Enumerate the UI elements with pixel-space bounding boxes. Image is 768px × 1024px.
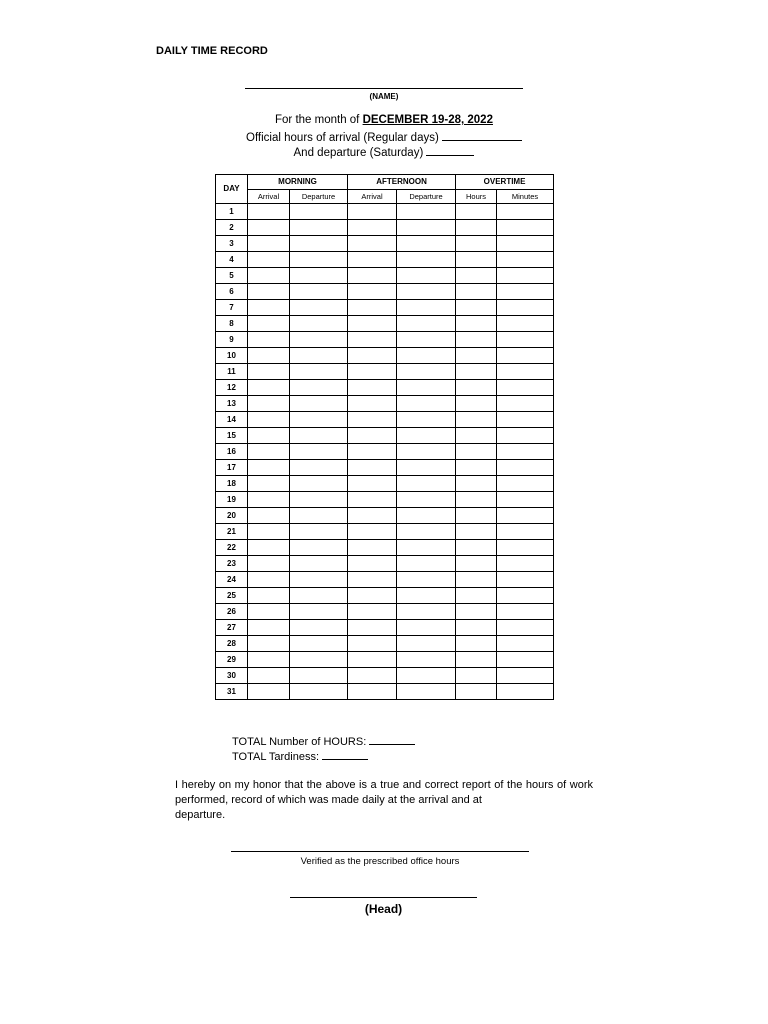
afternoon-arrival-cell [348, 604, 397, 620]
afternoon-arrival-cell [348, 588, 397, 604]
afternoon-departure-cell [397, 524, 456, 540]
afternoon-arrival-cell [348, 492, 397, 508]
afternoon-departure-cell [397, 396, 456, 412]
overtime-header: OVERTIME [456, 175, 554, 190]
morning-departure-cell [290, 476, 348, 492]
document-title: DAILY TIME RECORD [156, 45, 268, 57]
overtime-hours-cell [456, 460, 497, 476]
overtime-minutes-cell [497, 348, 554, 364]
morning-arrival-cell [248, 412, 290, 428]
overtime-hours-cell [456, 268, 497, 284]
morning-arrival-cell [248, 556, 290, 572]
table-row [216, 284, 554, 300]
afternoon-departure-cell [397, 252, 456, 268]
day-number: 25 [216, 588, 248, 604]
table-row [216, 476, 554, 492]
day-column-header: DAY [216, 175, 248, 204]
table-row [216, 364, 554, 380]
overtime-minutes-cell [497, 428, 554, 444]
day-number: 18 [216, 476, 248, 492]
afternoon-departure-cell [397, 684, 456, 700]
day-number: 26 [216, 604, 248, 620]
day-number: 19 [216, 492, 248, 508]
table-row [216, 508, 554, 524]
afternoon-departure-cell [397, 652, 456, 668]
day-number: 4 [216, 252, 248, 268]
day-number: 7 [216, 300, 248, 316]
morning-arrival-cell [248, 572, 290, 588]
day-number: 20 [216, 508, 248, 524]
morning-arrival-cell [248, 540, 290, 556]
overtime-hours-cell [456, 252, 497, 268]
morning-arrival-cell [248, 364, 290, 380]
table-row [216, 604, 554, 620]
overtime-hours-cell [456, 668, 497, 684]
overtime-hours-cell [456, 508, 497, 524]
overtime-minutes-header: Minutes [497, 190, 554, 204]
overtime-minutes-cell [497, 332, 554, 348]
total-hours-blank [369, 734, 415, 745]
morning-departure-cell [290, 620, 348, 636]
morning-arrival-cell [248, 396, 290, 412]
morning-arrival-cell [248, 316, 290, 332]
overtime-hours-cell [456, 364, 497, 380]
morning-departure-cell [290, 604, 348, 620]
table-row [216, 460, 554, 476]
morning-departure-cell [290, 636, 348, 652]
afternoon-departure-cell [397, 556, 456, 572]
afternoon-departure-cell [397, 492, 456, 508]
morning-arrival-cell [248, 444, 290, 460]
afternoon-arrival-cell [348, 316, 397, 332]
morning-arrival-cell [248, 348, 290, 364]
verified-label: Verified as the prescribed office hours [300, 856, 460, 867]
morning-header: MORNING [248, 175, 348, 190]
morning-departure-cell [290, 380, 348, 396]
afternoon-arrival-cell [348, 428, 397, 444]
overtime-minutes-cell [497, 236, 554, 252]
table-row [216, 556, 554, 572]
afternoon-arrival-cell [348, 236, 397, 252]
overtime-minutes-cell [497, 476, 554, 492]
morning-arrival-cell [248, 620, 290, 636]
total-tardiness-line [232, 749, 368, 763]
table-group-header-row [216, 175, 554, 190]
morning-arrival-cell [248, 684, 290, 700]
afternoon-arrival-cell [348, 620, 397, 636]
afternoon-departure-cell [397, 348, 456, 364]
afternoon-arrival-cell [348, 524, 397, 540]
afternoon-arrival-cell [348, 668, 397, 684]
afternoon-arrival-cell [348, 332, 397, 348]
table-row [216, 252, 554, 268]
day-number: 13 [216, 396, 248, 412]
morning-arrival-cell [248, 652, 290, 668]
afternoon-departure-cell [397, 508, 456, 524]
table-row [216, 492, 554, 508]
day-number: 27 [216, 620, 248, 636]
table-body [216, 204, 554, 700]
afternoon-arrival-cell [348, 556, 397, 572]
morning-arrival-cell [248, 300, 290, 316]
table-row [216, 652, 554, 668]
afternoon-header: AFTERNOON [348, 175, 456, 190]
head-label: (Head) [364, 902, 403, 916]
day-number: 29 [216, 652, 248, 668]
afternoon-arrival-cell [348, 476, 397, 492]
day-number: 14 [216, 412, 248, 428]
morning-departure-cell [290, 540, 348, 556]
overtime-hours-cell [456, 380, 497, 396]
morning-arrival-cell [248, 492, 290, 508]
morning-departure-cell [290, 300, 348, 316]
afternoon-departure-cell [397, 204, 456, 220]
morning-arrival-cell [248, 252, 290, 268]
morning-departure-cell [290, 684, 348, 700]
departure-hours-line [0, 145, 768, 159]
morning-departure-cell [290, 428, 348, 444]
overtime-hours-cell [456, 476, 497, 492]
day-number: 21 [216, 524, 248, 540]
overtime-minutes-cell [497, 604, 554, 620]
afternoon-departure-cell [397, 316, 456, 332]
morning-departure-cell [290, 396, 348, 412]
afternoon-departure-cell [397, 444, 456, 460]
morning-departure-cell [290, 204, 348, 220]
table-row [216, 316, 554, 332]
time-record-table [215, 174, 554, 700]
table-row [216, 348, 554, 364]
table-row [216, 204, 554, 220]
morning-arrival-cell [248, 268, 290, 284]
overtime-hours-cell [456, 652, 497, 668]
morning-departure-cell [290, 652, 348, 668]
overtime-minutes-cell [497, 300, 554, 316]
morning-arrival-cell [248, 460, 290, 476]
overtime-hours-cell [456, 588, 497, 604]
afternoon-arrival-cell [348, 396, 397, 412]
overtime-minutes-cell [497, 220, 554, 236]
overtime-minutes-cell [497, 556, 554, 572]
morning-departure-cell [290, 268, 348, 284]
morning-departure-cell [290, 572, 348, 588]
morning-departure-cell [290, 524, 348, 540]
table-row [216, 396, 554, 412]
morning-departure-cell [290, 236, 348, 252]
afternoon-arrival-cell [348, 220, 397, 236]
overtime-hours-cell [456, 284, 497, 300]
afternoon-arrival-cell [348, 268, 397, 284]
overtime-minutes-cell [497, 668, 554, 684]
overtime-minutes-cell [497, 572, 554, 588]
morning-arrival-cell [248, 332, 290, 348]
overtime-minutes-cell [497, 364, 554, 380]
morning-arrival-cell [248, 236, 290, 252]
morning-arrival-cell [248, 508, 290, 524]
overtime-hours-cell [456, 412, 497, 428]
day-number: 23 [216, 556, 248, 572]
morning-arrival-cell [248, 428, 290, 444]
table-row [216, 588, 554, 604]
afternoon-arrival-cell [348, 684, 397, 700]
day-number: 22 [216, 540, 248, 556]
overtime-minutes-cell [497, 524, 554, 540]
afternoon-departure-cell [397, 332, 456, 348]
overtime-minutes-cell [497, 540, 554, 556]
overtime-minutes-cell [497, 460, 554, 476]
morning-arrival-cell [248, 476, 290, 492]
day-number: 10 [216, 348, 248, 364]
overtime-minutes-cell [497, 380, 554, 396]
arrival-hours-line [0, 130, 768, 144]
afternoon-departure-cell [397, 604, 456, 620]
afternoon-arrival-cell [348, 636, 397, 652]
afternoon-departure-cell [397, 588, 456, 604]
arrival-hours-label: Official hours of arrival (Regular days) [246, 132, 442, 144]
arrival-hours-blank [442, 130, 522, 141]
afternoon-arrival-cell [348, 380, 397, 396]
day-number: 31 [216, 684, 248, 700]
afternoon-departure-cell [397, 284, 456, 300]
overtime-minutes-cell [497, 444, 554, 460]
afternoon-departure-header: Departure [397, 190, 456, 204]
verifier-signature-line [231, 851, 529, 852]
overtime-hours-cell [456, 332, 497, 348]
overtime-hours-cell [456, 348, 497, 364]
morning-arrival-cell [248, 604, 290, 620]
month-prefix: For the month of [275, 114, 363, 126]
table-subheader-row [216, 190, 554, 204]
table-row [216, 300, 554, 316]
day-number: 6 [216, 284, 248, 300]
overtime-hours-cell [456, 300, 497, 316]
afternoon-arrival-cell [348, 444, 397, 460]
morning-departure-cell [290, 556, 348, 572]
afternoon-arrival-cell [348, 460, 397, 476]
afternoon-departure-cell [397, 476, 456, 492]
total-tardiness-blank [322, 749, 368, 760]
table-row [216, 540, 554, 556]
table-row [216, 220, 554, 236]
day-number: 11 [216, 364, 248, 380]
overtime-hours-cell [456, 604, 497, 620]
morning-departure-cell [290, 364, 348, 380]
table-row [216, 380, 554, 396]
overtime-hours-cell [456, 396, 497, 412]
overtime-minutes-cell [497, 636, 554, 652]
afternoon-departure-cell [397, 300, 456, 316]
table-row [216, 332, 554, 348]
overtime-hours-cell [456, 572, 497, 588]
morning-arrival-cell [248, 220, 290, 236]
total-hours-label: TOTAL Number of HOURS: [232, 736, 370, 748]
day-number: 17 [216, 460, 248, 476]
overtime-minutes-cell [497, 620, 554, 636]
overtime-hours-cell [456, 428, 497, 444]
morning-departure-cell [290, 412, 348, 428]
afternoon-arrival-cell [348, 284, 397, 300]
month-value: DECEMBER 19-28, 2022 [362, 114, 493, 126]
overtime-minutes-cell [497, 492, 554, 508]
head-signature-line [290, 897, 477, 898]
month-line [0, 114, 768, 126]
overtime-hours-cell [456, 636, 497, 652]
afternoon-arrival-cell [348, 412, 397, 428]
morning-departure-cell [290, 220, 348, 236]
day-number: 9 [216, 332, 248, 348]
table-row [216, 412, 554, 428]
afternoon-arrival-cell [348, 364, 397, 380]
morning-departure-cell [290, 508, 348, 524]
afternoon-arrival-cell [348, 252, 397, 268]
name-signature-line [245, 88, 523, 89]
afternoon-arrival-header: Arrival [348, 190, 397, 204]
overtime-hours-cell [456, 556, 497, 572]
overtime-minutes-cell [497, 652, 554, 668]
afternoon-departure-cell [397, 460, 456, 476]
afternoon-departure-cell [397, 268, 456, 284]
overtime-minutes-cell [497, 268, 554, 284]
day-number: 2 [216, 220, 248, 236]
morning-departure-cell [290, 588, 348, 604]
overtime-hours-cell [456, 684, 497, 700]
departure-hours-label: And departure (Saturday) [293, 147, 427, 159]
afternoon-arrival-cell [348, 652, 397, 668]
afternoon-departure-cell [397, 540, 456, 556]
afternoon-departure-cell [397, 236, 456, 252]
table-row [216, 572, 554, 588]
morning-departure-cell [290, 332, 348, 348]
table-row [216, 268, 554, 284]
overtime-minutes-cell [497, 396, 554, 412]
overtime-minutes-cell [497, 508, 554, 524]
honor-statement-last-line: departure. [175, 809, 226, 821]
morning-departure-cell [290, 668, 348, 684]
overtime-hours-cell [456, 540, 497, 556]
morning-arrival-cell [248, 636, 290, 652]
afternoon-departure-cell [397, 220, 456, 236]
afternoon-departure-cell [397, 428, 456, 444]
table-row [216, 684, 554, 700]
total-hours-line [232, 734, 415, 748]
day-number: 8 [216, 316, 248, 332]
overtime-hours-cell [456, 220, 497, 236]
overtime-hours-cell [456, 620, 497, 636]
overtime-hours-cell [456, 316, 497, 332]
morning-departure-cell [290, 316, 348, 332]
name-label: (NAME) [369, 92, 399, 101]
morning-arrival-cell [248, 668, 290, 684]
morning-departure-cell [290, 460, 348, 476]
afternoon-departure-cell [397, 412, 456, 428]
table-row [216, 428, 554, 444]
overtime-minutes-cell [497, 588, 554, 604]
morning-departure-cell [290, 348, 348, 364]
overtime-hours-cell [456, 444, 497, 460]
morning-arrival-cell [248, 284, 290, 300]
day-number: 16 [216, 444, 248, 460]
afternoon-departure-cell [397, 364, 456, 380]
afternoon-arrival-cell [348, 300, 397, 316]
day-number: 1 [216, 204, 248, 220]
morning-departure-cell [290, 444, 348, 460]
table-row [216, 636, 554, 652]
day-number: 5 [216, 268, 248, 284]
overtime-hours-cell [456, 524, 497, 540]
table-row [216, 236, 554, 252]
overtime-hours-cell [456, 236, 497, 252]
day-number: 15 [216, 428, 248, 444]
overtime-hours-cell [456, 492, 497, 508]
day-number: 24 [216, 572, 248, 588]
table-row [216, 620, 554, 636]
morning-arrival-cell [248, 204, 290, 220]
table-row [216, 668, 554, 684]
afternoon-departure-cell [397, 380, 456, 396]
day-number: 3 [216, 236, 248, 252]
afternoon-arrival-cell [348, 348, 397, 364]
afternoon-arrival-cell [348, 508, 397, 524]
honor-statement-text: I hereby on my honor that the above is a true and correct report of the hours of work performed, record of which was made daily at the arrival and at [175, 779, 593, 806]
overtime-minutes-cell [497, 204, 554, 220]
overtime-minutes-cell [497, 412, 554, 428]
overtime-minutes-cell [497, 284, 554, 300]
afternoon-departure-cell [397, 668, 456, 684]
honor-statement [175, 778, 593, 823]
morning-arrival-cell [248, 524, 290, 540]
table-row [216, 524, 554, 540]
morning-arrival-cell [248, 380, 290, 396]
afternoon-departure-cell [397, 572, 456, 588]
table-row [216, 444, 554, 460]
morning-departure-header: Departure [290, 190, 348, 204]
afternoon-departure-cell [397, 636, 456, 652]
afternoon-arrival-cell [348, 540, 397, 556]
morning-arrival-cell [248, 588, 290, 604]
total-tardiness-label: TOTAL Tardiness: [232, 751, 323, 763]
afternoon-departure-cell [397, 620, 456, 636]
afternoon-arrival-cell [348, 572, 397, 588]
day-number: 12 [216, 380, 248, 396]
morning-departure-cell [290, 284, 348, 300]
overtime-minutes-cell [497, 316, 554, 332]
departure-hours-blank [426, 145, 474, 156]
overtime-hours-header: Hours [456, 190, 497, 204]
day-number: 28 [216, 636, 248, 652]
overtime-minutes-cell [497, 252, 554, 268]
overtime-minutes-cell [497, 684, 554, 700]
morning-arrival-header: Arrival [248, 190, 290, 204]
afternoon-arrival-cell [348, 204, 397, 220]
morning-departure-cell [290, 492, 348, 508]
overtime-hours-cell [456, 204, 497, 220]
morning-departure-cell [290, 252, 348, 268]
day-number: 30 [216, 668, 248, 684]
